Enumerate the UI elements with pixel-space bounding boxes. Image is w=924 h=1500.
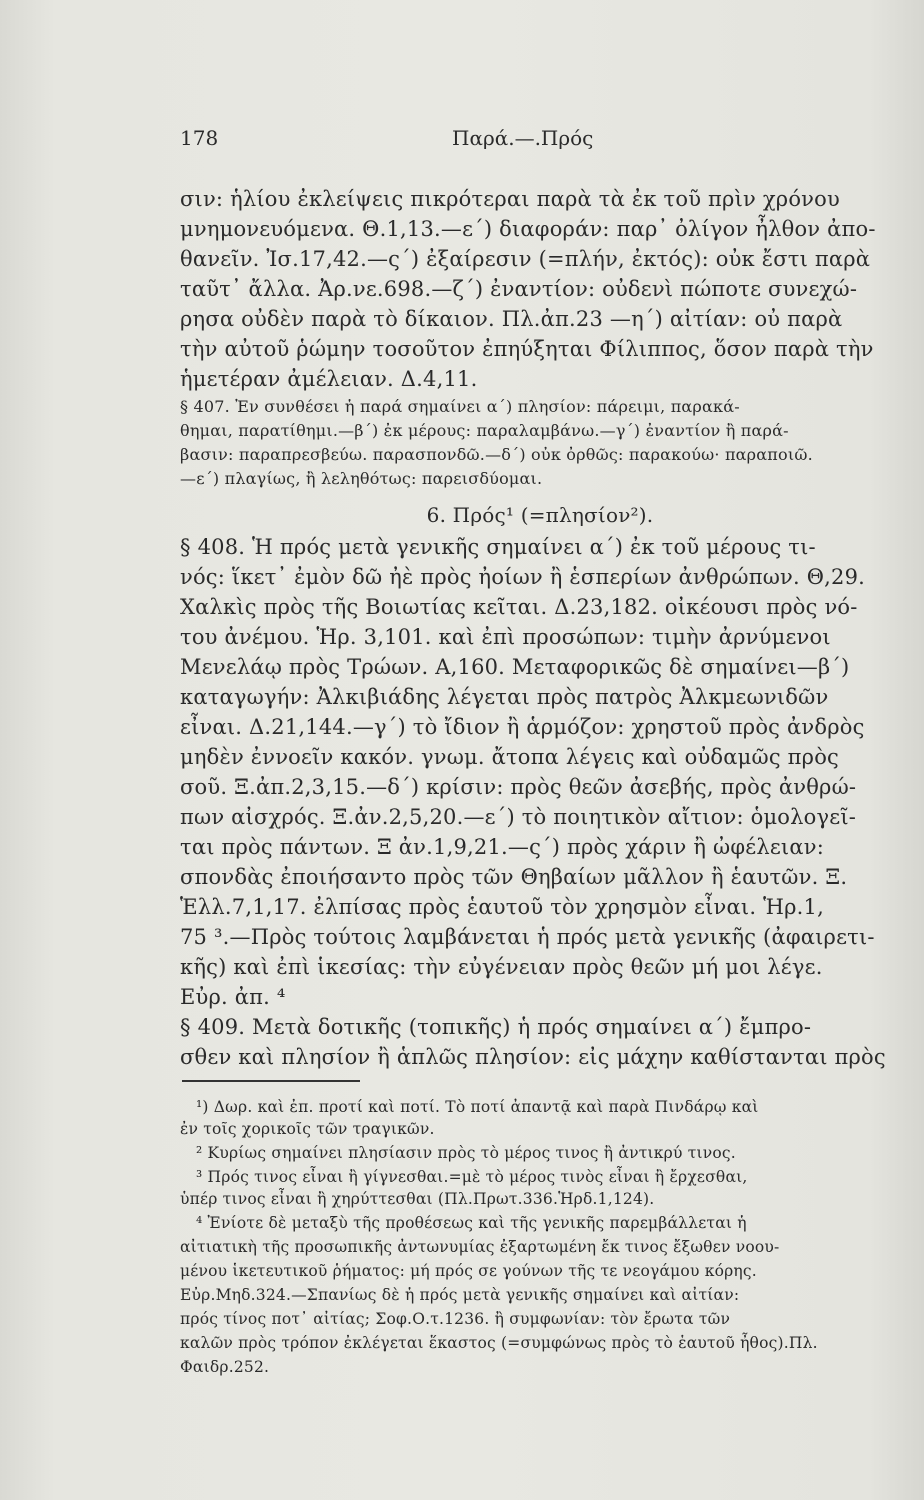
section-408-line: του ἀνέμου. Ἡρ. 3,101. καὶ ἐπὶ προσώπων: τιμὴν ἀρνύμενοι bbox=[180, 625, 831, 649]
section-408-line: σπονδὰς ἐποιήσαντο πρὸς τῶν Θηβαίων μᾶλλον ἢ ἑαυτῶν. Ξ. bbox=[180, 865, 848, 889]
section-408-line: πων αἰσχρός. Ξ.ἀν.2,5,20.—ε΄) τὸ ποιητικὸν αἴτιον: ὁμολογεῖ- bbox=[180, 805, 857, 829]
footnote-line: καλῶν πρὸς τρόπον ἐκλέγεται ἕκαστος (=συμφώνως πρὸς τὸ ἑαυτοῦ ἦθος).Πλ. bbox=[180, 1334, 818, 1352]
footnote-line: Εὐρ.Μηδ.324.—Σπανίως δὲ ἡ πρός μετὰ γενικῆς σημαίνει καὶ αἰτίαν: bbox=[180, 1286, 740, 1304]
section-407-line: —ε΄) πλαγίως, ἢ λεληθότως: παρεισδύομαι. bbox=[180, 469, 543, 488]
footnote-line: ὑπέρ τινος εἶναι ἢ χηρύττεσθαι (Πλ.Πρωτ.336.Ἡρδ.1,124). bbox=[180, 1190, 655, 1208]
section-408-line: § 408. Ἡ πρός μετὰ γενικῆς σημαίνει α΄) ἐκ τοῦ μέρους τι- bbox=[180, 535, 816, 559]
section-408-line: κῆς) καὶ ἐπὶ ἱκεσίας: τὴν εὐγένειαν πρὸς θεῶν μή μοι λέγε. bbox=[180, 955, 823, 979]
section-407-line: θημαι, παρατίθημι.—β΄) ἐκ μέρους: παραλαμβάνω.—γ΄) ἐναντίον ἢ παρά- bbox=[180, 421, 789, 440]
section-409-line: σθεν καὶ πλησίον ἢ ἁπλῶς πλησίον: εἰς μάχην καθίστανται πρὸς bbox=[180, 1045, 886, 1069]
section-408-line: 75 ³.—Πρὸς τούτοις λαμβάνεται ἡ πρός μετὰ γενικῆς (ἀφαιρετι- bbox=[180, 925, 875, 949]
body-line: ρησα οὐδὲν παρὰ τὸ δίκαιον. Πλ.ἀπ.23 —η΄) αἰτίαν: οὐ παρὰ bbox=[180, 307, 843, 331]
footnote-rule bbox=[182, 1080, 360, 1082]
section-407-line: βασιν: παραπρεσβεύω. παρασπονδῶ.—δ΄) οὐκ ὀρθῶς: παρακούω· παραποιῶ. bbox=[180, 445, 813, 464]
footnote-line: πρός τίνος ποτ᾽ αἰτίας; Σοφ.Ο.τ.1236. ἢ συμφωνίαν: τὸν ἔρωτα τῶν bbox=[180, 1310, 731, 1328]
footnote-line: ³ Πρός τινος εἶναι ἢ γίγνεσθαι.=μὲ τὸ μέρος τινὸς εἶναι ἢ ἔρχεσθαι, bbox=[196, 1168, 748, 1186]
section-408-line: νός: ἵκετ᾽ ἐμὸν δῶ ἠὲ πρὸς ἠοίων ἢ ἑσπερίων ἀνθρώπων. Θ,29. bbox=[180, 565, 866, 589]
running-title: Παρά.—.Πρός bbox=[452, 126, 594, 150]
section-407-line: § 407. Ἐν συνθέσει ἡ παρά σημαίνει α΄) πλησίον: πάρειμι, παρακά- bbox=[180, 397, 740, 416]
section-408-line: Χαλκὶς πρὸς τῆς Βοιωτίας κεῖται. Δ.23,182. οἰκέουσι πρὸς νό- bbox=[180, 595, 858, 619]
body-line: μνημονευόμενα. Θ.1,13.—ε΄) διαφοράν: παρ᾽ ὀλίγον ἦλθον ἀπο- bbox=[180, 217, 876, 241]
section-408-line: εἶναι. Δ.21,144.—γ΄) τὸ ἴδιον ἢ ἁρμόζον: χρηστοῦ πρὸς ἀνδρὸς bbox=[180, 715, 865, 739]
footnote-line: μένου ἱκετευτικοῦ ῥήματος: μή πρός σε γούνων τῆς τε νεογάμου κόρης. bbox=[180, 1262, 757, 1280]
footnote-line: ἐν τοῖς χορικοῖς τῶν τραγικῶν. bbox=[180, 1120, 435, 1138]
footnote-line: ² Κυρίως σημαίνει πλησίασιν πρὸς τὸ μέρος τινος ἢ ἀντικρύ τινος. bbox=[196, 1144, 736, 1162]
page-number: 178 bbox=[180, 126, 219, 150]
section-408-line: Ἑλλ.7,1,17. ἐλπίσας πρὸς ἑαυτοῦ τὸν χρησμὸν εἶναι. Ἡρ.1, bbox=[180, 895, 824, 919]
body-line: ταῦτ᾽ ἄλλα. Ἀρ.νε.698.—ζ΄) ἐναντίον: οὐδενὶ πώποτε συνεχώ- bbox=[180, 277, 858, 301]
section-409-line: § 409. Μετὰ δοτικῆς (τοπικῆς) ἡ πρός σημαίνει α΄) ἔμπρο- bbox=[180, 1015, 812, 1039]
section-408-line: μηδὲν ἐννοεῖν κακόν. γνωμ. ἄτοπα λέγεις καὶ οὐδαμῶς πρὸς bbox=[180, 745, 840, 769]
footnote-line: ⁴ Ἐνίοτε δὲ μεταξὺ τῆς προθέσεως καὶ τῆς γενικῆς παρεμβάλλεται ἡ bbox=[196, 1214, 747, 1232]
section-408-line: Μενελάῳ πρὸς Τρώων. Α,160. Μεταφορικῶς δὲ σημαίνει—β΄) bbox=[180, 655, 850, 679]
footnote-line: Φαιδρ.252. bbox=[180, 1358, 270, 1376]
section-408-line: σοῦ. Ξ.ἀπ.2,3,15.—δ΄) κρίσιν: πρὸς θεῶν ἀσεβής, πρὸς ἀνθρώ- bbox=[180, 775, 857, 799]
section-408-line: Εὐρ. ἀπ. ⁴ bbox=[180, 985, 286, 1009]
footnote-line: αἰτιατικὴ τῆς προσωπικῆς ἀντωνυμίας ἐξαρτωμένη ἔκ τινος ἔξωθεν νοου- bbox=[180, 1238, 780, 1256]
body-line: τὴν αὐτοῦ ῥώμην τοσοῦτον ἐπηύξηται Φίλιππος, ὅσον παρὰ τὴν bbox=[180, 337, 874, 361]
section-408-line: ται πρὸς πάντων. Ξ ἀν.1,9,21.—ς΄) πρὸς χάριν ἢ ὠφέλειαν: bbox=[180, 835, 824, 859]
body-line: σιν: ἡλίου ἐκλείψεις πικρότεραι παρὰ τὰ ἐκ τοῦ πρὶν χρόνου bbox=[180, 187, 840, 211]
section-408-line: καταγωγήν: Ἀλκιβιάδης λέγεται πρὸς πατρὸς Ἀλκμεωνιδῶν bbox=[180, 685, 829, 709]
body-line: θανεῖν. Ἰσ.17,42.—ς΄) ἐξαίρεσιν (=πλήν, ἐκτός): οὐκ ἔστι παρὰ bbox=[180, 247, 871, 271]
page-header bbox=[180, 126, 900, 156]
footnote-line: ¹) Δωρ. καὶ ἐπ. προτί καὶ ποτί. Τὸ ποτί ἀπαντᾷ καὶ παρὰ Πινδάρῳ καὶ bbox=[196, 1098, 759, 1116]
section-subheading: 6. Πρός¹ (=πλησίον²). bbox=[426, 503, 654, 527]
body-line: ἡμετέραν ἀμέλειαν. Δ.4,11. bbox=[180, 367, 478, 391]
